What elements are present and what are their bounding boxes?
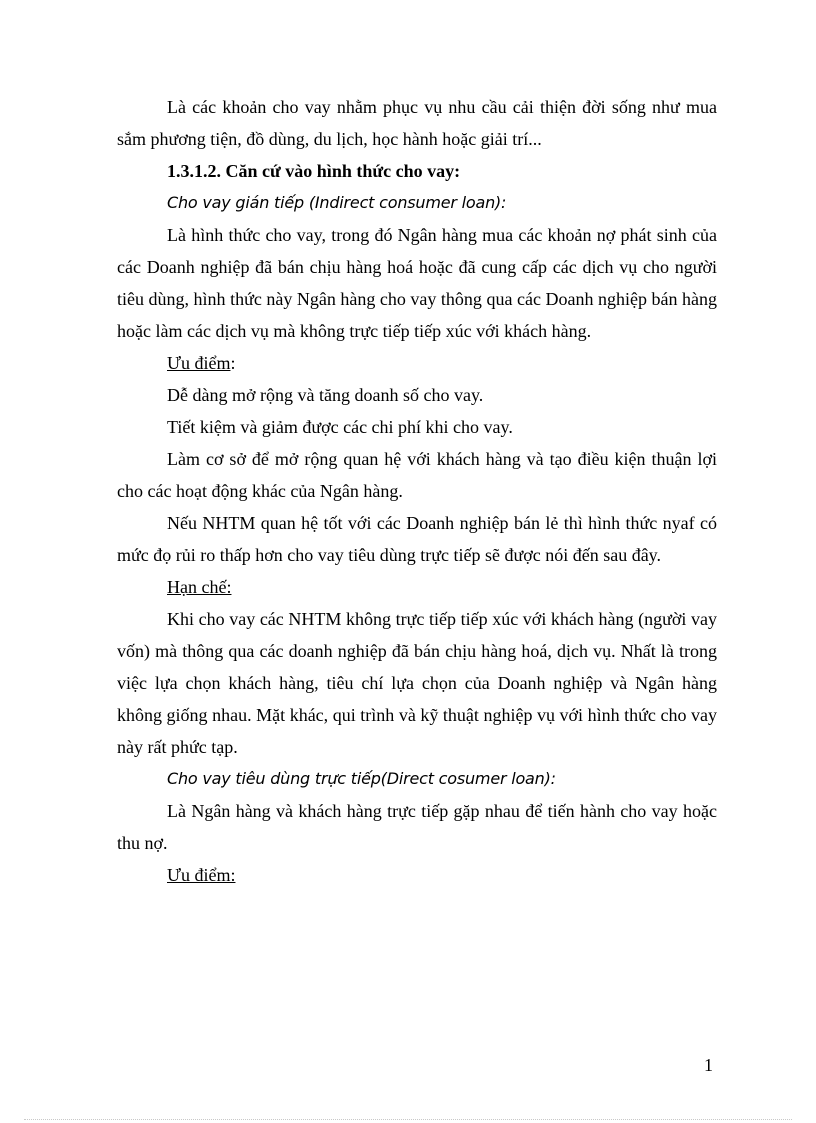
page-bottom-divider — [24, 1119, 792, 1120]
page-number: 1 — [704, 1055, 713, 1075]
body-paragraph: Nếu NHTM quan hệ tốt với các Doanh nghiệp bán lẻ thì hình thức nyaf có mức đọ rủi ro thấp hơn cho vay tiêu dùng trực tiếp sẽ được nói đến sau đây. — [117, 513, 717, 565]
section-heading: 1.3.1.2. Căn cứ vào hình thức cho vay: — [167, 161, 461, 181]
advantages-label: Ưu điểm: — [167, 865, 236, 885]
limitations-label-line — [117, 571, 717, 603]
subsection-title-direct-loan: Cho vay tiêu dùng trực tiếp(Direct cosumer loan): — [167, 769, 556, 788]
body-paragraph: Là Ngân hàng và khách hàng trực tiếp gặp nhau để tiến hành cho vay hoặc thu nợ. — [117, 801, 717, 853]
body-paragraph: Khi cho vay các NHTM không trực tiếp tiếp xúc với khách hàng (người vay vốn) mà thông qua các doanh nghiệp đã bán chịu hàng hoá, dịch vụ. Nhất là trong việc lựa chọn khách hàng, tiêu chí lựa chọn của Doanh nghiệp và Ngân hàng không giống nhau. Mặt khác, qui trình và kỹ thuật nghiệp vụ với hình thức cho vay này rất phức tạp. — [117, 609, 717, 757]
body-paragraph: Là hình thức cho vay, trong đó Ngân hàng mua các khoản nợ phát sinh của các Doanh nghiệp đã bán chịu hàng hoá hoặc đã cung cấp các dịch vụ cho người tiêu dùng, hình thức này Ngân hàng cho vay thông qua các Doanh nghiệp bán hàng hoặc làm các dịch vụ mà không trực tiếp tiếp xúc với khách hàng. — [117, 225, 717, 341]
body-paragraph: Làm cơ sở để mở rộng quan hệ với khách hàng và tạo điều kiện thuận lợi cho các hoạt động khác của Ngân hàng. — [117, 449, 717, 501]
advantages-label: Ưu điểm — [167, 353, 231, 373]
limitations-label: Hạn chế: — [167, 577, 232, 597]
subsection-title-indirect-loan: Cho vay gián tiếp (Indirect consumer loan): — [167, 193, 507, 212]
advantages-label-line — [117, 859, 717, 891]
body-paragraph: Là các khoản cho vay nhằm phục vụ nhu cầu cải thiện đời sống như mua sắm phương tiện, đồ dùng, du lịch, học hành hoặc giải trí... — [117, 97, 717, 149]
advantages-colon: : — [230, 353, 236, 373]
document-page — [117, 91, 717, 891]
body-paragraph: Tiết kiệm và giảm được các chi phí khi cho vay. — [167, 417, 513, 437]
body-paragraph: Dễ dàng mở rộng và tăng doanh số cho vay. — [167, 385, 484, 405]
advantages-label-line — [117, 347, 717, 379]
